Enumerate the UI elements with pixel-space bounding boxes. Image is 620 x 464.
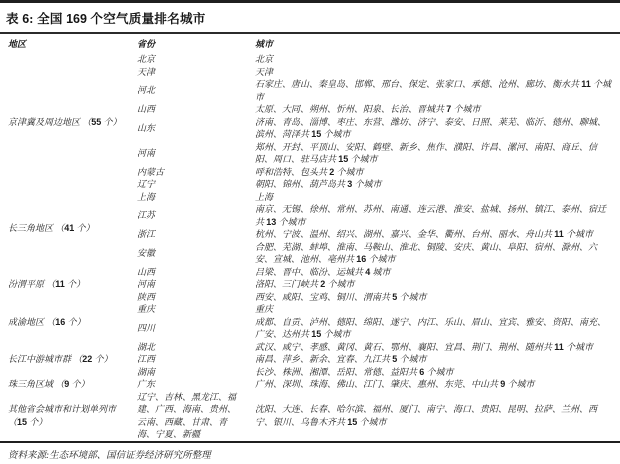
region-cell: 汾渭平原 （11 个） [8, 279, 86, 289]
data-source-note: 资料来源:生态环境部、国信证券经济研究所整理 [8, 450, 211, 461]
region-cell: 其他省会城市和计划单列市 （15 个） [8, 404, 117, 427]
province-cell: 陕西 [137, 291, 156, 302]
region-cell: 长江中游城市群 （22 个） [8, 354, 113, 364]
province-cell: 四川 [137, 322, 156, 333]
column-header-city: 城市 [255, 39, 274, 49]
table-row [0, 391, 620, 441]
cities-cell: 成都、自贡、泸州、德阳、绵阳、遂宁、内江、乐山、眉山、宜宾、雅安、资阳、南充、广安、达州共 15 个城市 [255, 316, 607, 339]
province-cell: 重庆 [137, 304, 156, 314]
cities-cell: 济南、青岛、淄博、枣庄、东营、潍坊、济宁、泰安、日照、莱芜、临沂、德州、聊城、滨州、菏泽共 15 个城市 [255, 116, 607, 139]
province-cell: 广东 [137, 379, 156, 389]
region-cell: 珠三角区域 （9 个） [8, 379, 90, 389]
province-cell: 河南 [137, 279, 156, 289]
province-cell: 湖南 [137, 366, 156, 377]
table-row [0, 53, 620, 66]
table-row [0, 303, 620, 316]
aqi-city-table [0, 34, 620, 441]
province-cell: 湖北 [137, 341, 156, 352]
cities-cell: 郑州、开封、平顶山、安阳、鹤壁、新乡、焦作、濮阳、许昌、漯河、南阳、商丘、信阳、周口、驻马店共 15 个城市 [255, 141, 598, 164]
table-row [0, 191, 620, 204]
cities-cell: 天津 [255, 66, 274, 77]
column-header-region: 地区 [8, 39, 27, 49]
table-body [0, 53, 620, 441]
cities-cell: 石家庄、唐山、秦皇岛、邯郸、邢台、保定、张家口、承德、沧州、廊坊、衡水共 11 个城市 [255, 79, 612, 102]
table-row [0, 341, 620, 354]
table-row [0, 266, 620, 279]
cities-cell: 太原、大同、朔州、忻州、阳泉、长治、晋城共 7 个城市 [255, 104, 481, 114]
province-cell: 辽宁、吉林、黑龙江、福建、广西、海南、贵州、云南、西藏、甘肃、青海、宁夏、新疆 [137, 391, 237, 439]
cities-cell: 广州、深圳、珠海、佛山、江门、肇庆、惠州、东莞、中山共 9 个城市 [255, 379, 535, 389]
province-cell: 江苏 [137, 210, 156, 221]
province-cell: 天津 [137, 66, 156, 77]
province-cell: 上海 [137, 191, 156, 202]
cities-cell: 呼和浩特、包头共 2 个城市 [255, 166, 364, 177]
region-cell: 京津冀及周边地区 （55 个） [8, 116, 122, 127]
cities-cell: 北京 [255, 54, 274, 64]
cities-cell: 南京、无锡、徐州、常州、苏州、南通、连云港、淮安、盐城、扬州、镇江、泰州、宿迁共 13 个城市 [255, 204, 607, 227]
cities-cell: 杭州、宁波、温州、绍兴、湖州、嘉兴、金华、衢州、台州、丽水、舟山共 11 个城市 [255, 229, 594, 239]
cities-cell: 南昌、萍乡、新余、宜春、九江共 5 个城市 [255, 354, 427, 364]
province-cell: 安徽 [137, 247, 156, 258]
province-cell: 河北 [137, 85, 156, 96]
table-row [0, 378, 620, 391]
province-cell: 辽宁 [137, 179, 156, 189]
region-cell: 长三角地区 （41 个） [8, 222, 95, 233]
column-header-province: 省份 [137, 39, 156, 49]
cities-cell: 朝阳、锦州、葫芦岛共 3 个城市 [255, 179, 382, 189]
cities-cell: 西安、咸阳、宝鸡、铜川、渭南共 5 个城市 [255, 291, 427, 302]
cities-cell: 沈阳、大连、长春、哈尔滨、福州、厦门、南宁、海口、贵阳、昆明、拉萨、兰州、西宁、银川、乌鲁木齐共 15 个城市 [255, 404, 598, 427]
table-header-row [0, 34, 620, 53]
province-cell: 江西 [137, 354, 156, 364]
table-title: 表 6: 全国 169 个空气质量排名城市 [6, 12, 206, 26]
province-cell: 内蒙古 [137, 166, 165, 177]
cities-cell: 吕梁、晋中、临汾、运城共 4 城市 [255, 266, 391, 277]
province-cell: 浙江 [137, 229, 156, 239]
province-cell: 山西 [137, 104, 156, 114]
region-cell: 成渝地区 （16 个） [8, 316, 86, 327]
province-cell: 山东 [137, 122, 156, 133]
cities-cell: 武汉、咸宁、孝感、黄冈、黄石、鄂州、襄阳、宜昌、荆门、荆州、随州共 11 个城市 [255, 341, 594, 352]
cities-cell: 重庆 [255, 304, 274, 314]
province-cell: 山西 [137, 266, 156, 277]
province-cell: 河南 [137, 147, 156, 158]
cities-cell: 洛阳、三门峡共 2 个城市 [255, 279, 355, 289]
province-cell: 北京 [137, 54, 156, 64]
cities-cell: 上海 [255, 191, 274, 202]
cities-cell: 长沙、株洲、湘潭、岳阳、常德、益阳共 6 个城市 [255, 366, 454, 377]
cities-cell: 合肥、芜湖、蚌埠、淮南、马鞍山、淮北、铜陵、安庆、黄山、阜阳、宿州、滁州、六安、宣城、池州、亳州共 16 个城市 [255, 241, 598, 264]
